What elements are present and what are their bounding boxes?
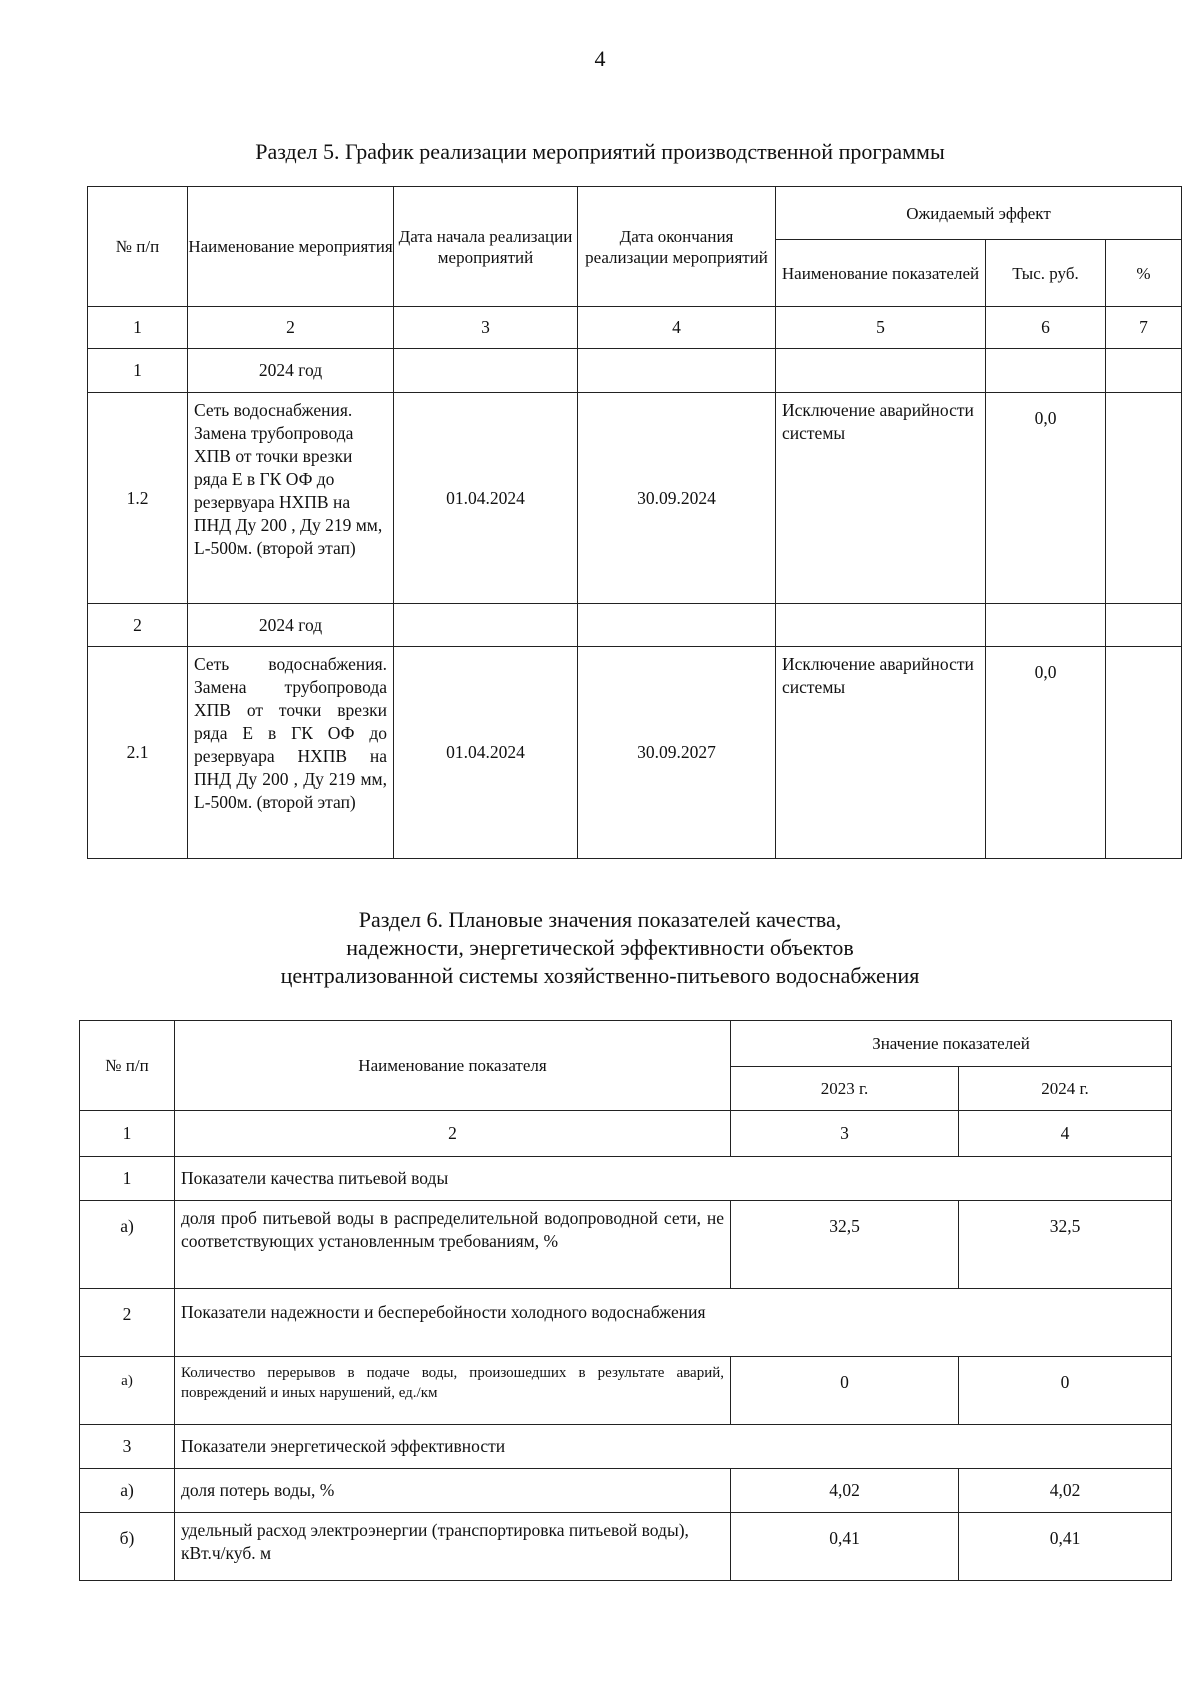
col-number: 1 bbox=[88, 307, 188, 349]
header-pct: % bbox=[1106, 240, 1182, 307]
row-rub: 0,0 bbox=[986, 647, 1106, 859]
header-rub: Тыс. руб. bbox=[986, 240, 1106, 307]
row-value-2024: 32,5 bbox=[959, 1201, 1172, 1289]
row-start-date: 01.04.2024 bbox=[394, 647, 578, 859]
col-number: 4 bbox=[959, 1111, 1172, 1157]
row-pct bbox=[1106, 393, 1182, 604]
row-start-date: 01.04.2024 bbox=[394, 393, 578, 604]
col-number: 5 bbox=[776, 307, 986, 349]
page-number: 4 bbox=[594, 46, 606, 71]
section6-table bbox=[79, 1020, 1172, 1581]
row-indicator: Исключение аварийности системы bbox=[776, 647, 986, 859]
table-row bbox=[80, 1469, 1172, 1513]
row-num: 2 bbox=[80, 1289, 175, 1357]
row-num: а) bbox=[80, 1357, 175, 1425]
table-row bbox=[80, 1425, 1172, 1469]
row-num: 3 bbox=[80, 1425, 175, 1469]
row-name: доля потерь воды, % bbox=[175, 1469, 731, 1513]
header-num: № п/п bbox=[88, 187, 188, 307]
section6-title-line: Раздел 6. Плановые значения показателей качества, bbox=[358, 907, 842, 932]
row-name: Количество перерывов в подаче воды, произошедших в результате аварий, повреждений и иных нарушений, ед./км bbox=[175, 1357, 731, 1425]
row-name: Сеть водоснабжения. Замена трубопровода ХПВ от точки врезки ряда Е в ГК ОФ до резервуара НХПВ на ПНД Ду 200 , Ду 219 мм, L-500м. (второй этап) bbox=[188, 393, 394, 604]
table-row bbox=[80, 1513, 1172, 1581]
header-expected-effect: Ожидаемый эффект bbox=[776, 187, 1182, 240]
col-number: 4 bbox=[578, 307, 776, 349]
col-number: 2 bbox=[188, 307, 394, 349]
table-row bbox=[88, 604, 1182, 647]
section5-title: Раздел 5. График реализации мероприятий производственной программы bbox=[255, 139, 945, 164]
section6-title-line: надежности, энергетической эффективности объектов bbox=[346, 935, 854, 960]
col-number: 3 bbox=[731, 1111, 959, 1157]
row-group: Показатели качества питьевой воды bbox=[175, 1157, 1172, 1201]
header-indicator-name: Наименование показателя bbox=[175, 1021, 731, 1111]
row-group: Показатели надежности и бесперебойности холодного водоснабжения bbox=[175, 1289, 1172, 1357]
row-value-2023: 4,02 bbox=[731, 1469, 959, 1513]
row-value-2024: 0 bbox=[959, 1357, 1172, 1425]
row-pct bbox=[1106, 647, 1182, 859]
row-end-date: 30.09.2024 bbox=[578, 393, 776, 604]
row-value-2024: 4,02 bbox=[959, 1469, 1172, 1513]
col-number: 1 bbox=[80, 1111, 175, 1157]
row-num: а) bbox=[80, 1469, 175, 1513]
row-num: 1.2 bbox=[88, 393, 188, 604]
header-values: Значение показателей bbox=[731, 1021, 1172, 1067]
header-name: Наименование мероприятия bbox=[188, 187, 394, 307]
col-number: 6 bbox=[986, 307, 1106, 349]
table-row bbox=[80, 1357, 1172, 1425]
row-name: доля проб питьевой воды в распределительной водопроводной сети, не соответствующих установленным требованиям, % bbox=[175, 1201, 731, 1289]
header-end-date: Дата окончания реализации мероприятий bbox=[578, 187, 776, 307]
row-num: а) bbox=[80, 1201, 175, 1289]
header-indicator: Наименование показателей bbox=[776, 240, 986, 307]
row-year: 2024 год bbox=[188, 604, 394, 647]
table-row bbox=[88, 393, 1182, 604]
section5-table bbox=[87, 186, 1182, 859]
table-row bbox=[88, 349, 1182, 393]
table-row bbox=[80, 1201, 1172, 1289]
row-value-2023: 32,5 bbox=[731, 1201, 959, 1289]
row-value-2024: 0,41 bbox=[959, 1513, 1172, 1581]
row-name: Сеть водоснабжения. Замена трубопровода ХПВ от точки врезки ряда Е в ГК ОФ до резервуара НХПВ на ПНД Ду 200 , Ду 219 мм, L-500м. (второй этап) bbox=[188, 647, 394, 859]
row-year: 2024 год bbox=[188, 349, 394, 393]
table-row bbox=[88, 647, 1182, 859]
row-value-2023: 0 bbox=[731, 1357, 959, 1425]
section6-title bbox=[0, 906, 1200, 990]
row-value-2023: 0,41 bbox=[731, 1513, 959, 1581]
header-start-date: Дата начала реализации мероприятий bbox=[394, 187, 578, 307]
row-num: б) bbox=[80, 1513, 175, 1581]
row-num: 2 bbox=[88, 604, 188, 647]
row-indicator: Исключение аварийности системы bbox=[776, 393, 986, 604]
row-name: удельный расход электроэнергии (транспортировка питьевой воды), кВт.ч/куб. м bbox=[175, 1513, 731, 1581]
col-number: 7 bbox=[1106, 307, 1182, 349]
row-num: 1 bbox=[80, 1157, 175, 1201]
col-number: 3 bbox=[394, 307, 578, 349]
section6-title-line: централизованной системы хозяйственно-питьевого водоснабжения bbox=[280, 963, 920, 988]
header-year-2023: 2023 г. bbox=[731, 1067, 959, 1111]
row-group: Показатели энергетической эффективности bbox=[175, 1425, 1172, 1469]
row-rub: 0,0 bbox=[986, 393, 1106, 604]
row-num: 2.1 bbox=[88, 647, 188, 859]
row-end-date: 30.09.2027 bbox=[578, 647, 776, 859]
table-row bbox=[80, 1289, 1172, 1357]
header-num: № п/п bbox=[80, 1021, 175, 1111]
header-year-2024: 2024 г. bbox=[959, 1067, 1172, 1111]
col-number: 2 bbox=[175, 1111, 731, 1157]
table-row bbox=[80, 1157, 1172, 1201]
row-num: 1 bbox=[88, 349, 188, 393]
